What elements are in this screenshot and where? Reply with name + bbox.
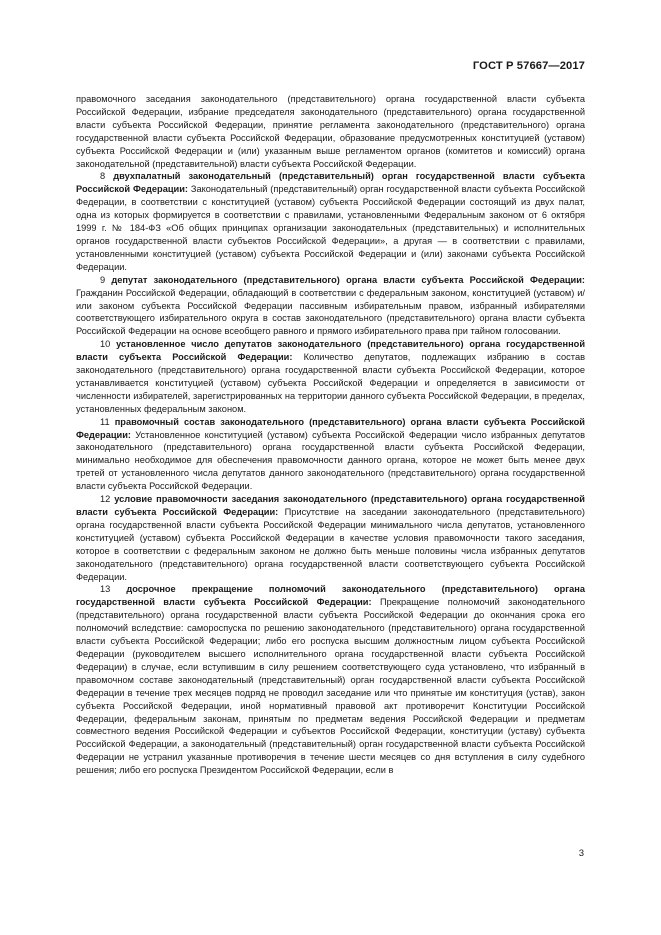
term-number: 11	[100, 416, 110, 427]
term-number: 13	[100, 584, 111, 595]
term-definition: Количество депутатов, подлежащих избранию в состав законодательного (представительного) органа государственной власти субъекта Российской Федерации, которое устанавливается конституцией (уставом) субъекта Российской Федерации и определяется в зависимости от численности избирателей, зарегистрированных на территории данного субъекта Российской Федерации, в пределах, установленных федеральным законом.	[76, 352, 585, 414]
term-title: установленное число депутатов законодательного (представительного) органа государственной власти субъекта Российской Федерации:	[76, 339, 586, 363]
document-body	[76, 93, 585, 777]
term-title: двухпалатный законодательный (представительный) орган государственной власти субъекта Российской Федерации:	[76, 171, 585, 195]
term-definition: Гражданин Российской Федерации, обладающий в соответствии с федеральным законом, конституцией (уставом) и/или законом субъекта Российской Федерации пассивным избирательным правом, избранный избирателями соответствующего избирательного округа в состав законодательного (представительного) органа власти субъекта Российской Федерации на основе всеобщего равного и прямого избирательного права при тайном голосовании.	[76, 287, 585, 337]
term-number: 10	[100, 339, 111, 350]
page-number: 3	[578, 848, 584, 859]
term-entry-9	[76, 274, 585, 339]
term-number: 8	[100, 171, 106, 182]
term-number: 12	[100, 494, 111, 505]
term-title: условие правомочности заседания законодательного (представительного) органа государственной власти субъекта Российской Федерации:	[76, 494, 585, 517]
term-entry-8	[76, 170, 585, 273]
standard-code-header: ГОСТ Р 57667—2017	[472, 60, 585, 72]
term-title: правомочный состав законодательного (представительного) органа власти субъекта Российской Федерации:	[76, 416, 585, 440]
term-definition: Законодательный (представительный) орган государственной власти субъекта Российской Федерации, в соответствии с конституцией (уставом) субъекта Российской Федерации состоящий из двух палат, одна из которых формируется в соответствии с правилами, установленными Федеральным законом от 6 октября 1999 г. № 184-ФЗ «Об общих принципах организации законодательных (представительных) и исполнительных органов государственной власти субъектов Российской Федерации», а другая — в соответствии с правилами, установленными конституцией (уставом) субъекта Российской Федерации и (или) законами субъекта Российской Федерации.	[76, 184, 585, 272]
term-entry-12	[76, 493, 585, 583]
term-entry-10	[76, 338, 585, 415]
term-entry-11	[76, 416, 585, 493]
term-title: досрочное прекращение полномочий законодательного (представительного) органа государственной власти субъекта Российской Федерации:	[76, 584, 585, 608]
term-definition: Прекращение полномочий законодательного (представительного) органа государственной власти субъекта Российской Федерации до окончания срока его полномочий вследствие: самороспуска по решению законодательного (представительного) органа государственной власти субъекта Российской Федерации; либо его роспуска высшим должностным лицом субъекта Российской Федерации (руководителем высшего исполнительного органа государственной власти субъекта Российской Федерации) в случае, если вступившим в силу решением соответствующего суда установлено, что избранный в правомочном составе законодательный (представительный) орган государственной власти субъекта Российской Федерации в течение трех месяцев подряд не проводил заседание или что принятые им конституция (устав), закон субъекта Российской Федерации, иной нормативный правовой акт противоречит Конституции Российской Федерации, федеральным законам, принятым по предметам ведения Российской Федерации и предметам совместного ведения Российской Федерации и субъектов Российской Федерации, конституции (уставу) субъекта Российской Федерации, а законодательный (представительный) орган государственной власти субъекта Российской Федерации не устранил указанные противоречия в течение шести месяцев со дня вступления в силу судебного решения; либо его роспуска Президентом Российской Федерации, если в	[76, 597, 585, 776]
term-number: 9	[100, 274, 106, 285]
term-definition: Присутствие на заседании законодательного (представительного) органа государственной власти субъекта Российской Федерации минимального числа депутатов, установленного конституцией (уставом) субъекта Российской Федерации в качестве условия правомочности такого заседания, которое в соответствии с федеральным законом не должно быть меньше половины числа избранных депутатов законодательного (представительного) органа государственной власти соответствующего субъекта Российской Федерации.	[76, 507, 585, 582]
term-title: депутат законодательного (представительного) органа власти субъекта Российской Федерации:	[111, 274, 585, 285]
continuation-paragraph: правомочного заседания законодательного (представительного) органа государственной власти субъекта Российской Федерации, избрание председателя законодательного (представительного) органа государственной власти субъекта Российской Федерации, принятие регламента законодательного (представительного) органа государственной власти субъекта Российской Федерации, образование предусмотренных конституцией (уставом) субъекта Российской Федерации и (или) указанным выше регламентом органов (комитетов и комиссий) органа законодательной (представительной) власти субъекта Российской Федерации.	[76, 94, 585, 169]
term-definition: Установленное конституцией (уставом) субъекта Российской Федерации число избранных депутатов законодательного (представительного) органа государственной власти субъекта Российской Федерации, минимально необходимое для обеспечения правомочности данного органа, которое не может быть менее двух третей от установленного числа депутатов данного законодательного (представительного) органа государственной власти субъекта Российской Федерации.	[76, 429, 585, 492]
term-entry-13	[76, 583, 585, 777]
